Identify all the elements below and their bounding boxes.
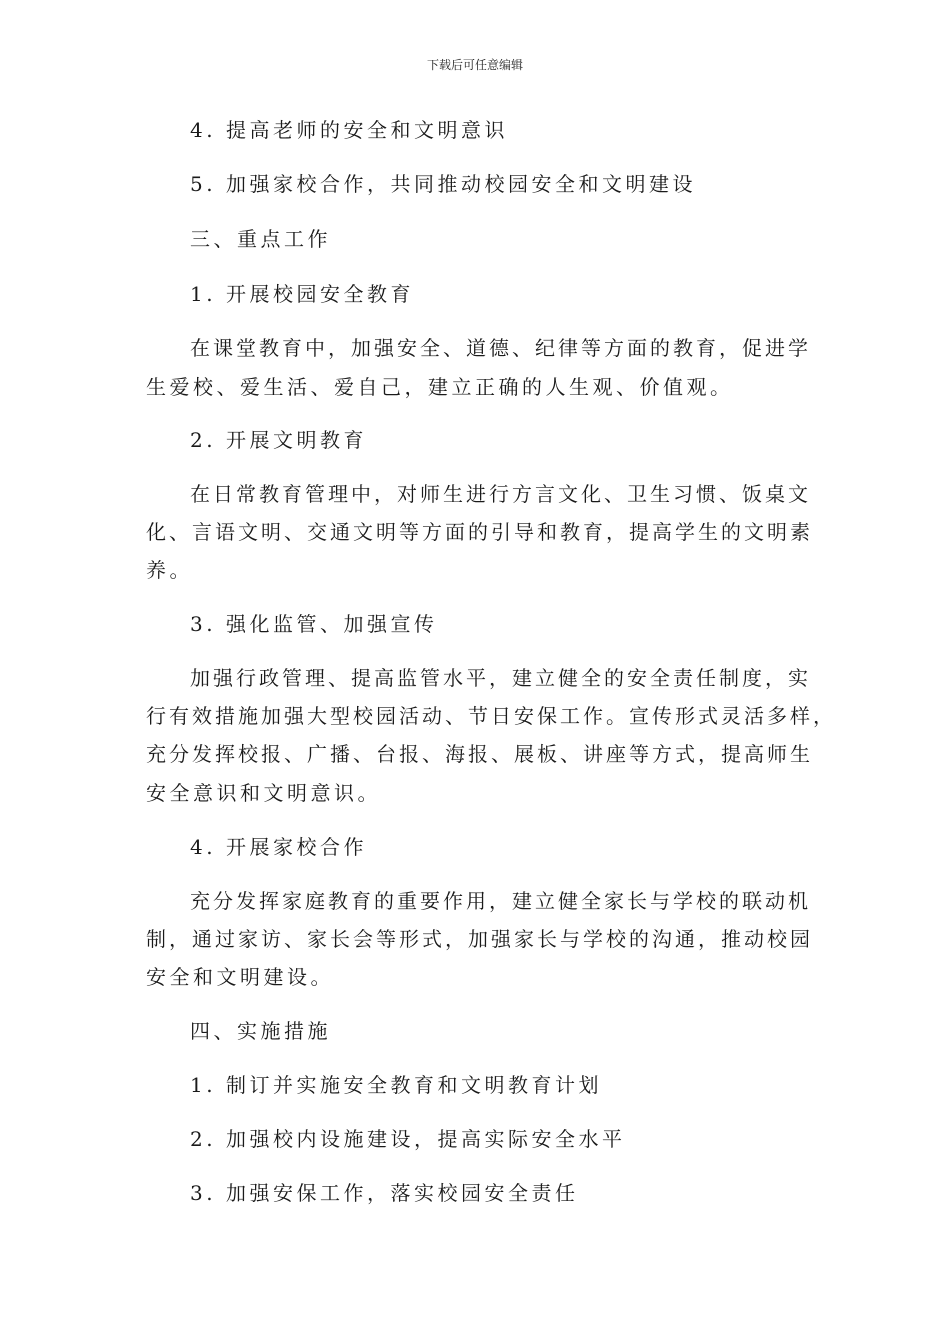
work-3-paragraph-line: 安全意识和文明意识。	[146, 781, 381, 805]
work-2-paragraph-line: 在日常教育管理中，对师生进行方言文化、卫生习惯、饭桌文	[190, 482, 811, 506]
work-4-paragraph-line: 充分发挥家庭教育的重要作用，建立健全家长与学校的联动机	[190, 889, 811, 913]
work-1-heading: 1. 开展校园安全教育	[190, 282, 414, 306]
work-1-paragraph-line: 在课堂教育中，加强安全、道德、纪律等方面的教育，促进学	[190, 336, 811, 360]
work-3-paragraph-line: 行有效措施加强大型校园活动、节日安保工作。宣传形式灵活多样，	[146, 704, 836, 728]
measure-item-2: 2. 加强校内设施建设，提高实际安全水平	[190, 1127, 626, 1151]
work-3-paragraph-line: 充分发挥校报、广播、台报、海报、展板、讲座等方式，提高师生	[146, 742, 813, 766]
measure-item-1: 1. 制订并实施安全教育和文明教育计划	[190, 1073, 602, 1097]
work-2-paragraph-line: 化、言语文明、交通文明等方面的引导和教育，提高学生的文明素	[146, 520, 813, 544]
work-2-paragraph-line: 养。	[146, 558, 193, 582]
goal-item-4: 4. 提高老师的安全和文明意识	[190, 118, 508, 142]
work-3-heading: 3. 强化监管、加强宣传	[190, 612, 438, 636]
work-4-paragraph-line: 安全和文明建设。	[146, 965, 334, 989]
section-4-heading: 四、实施措施	[190, 1019, 331, 1043]
page-header: 下载后可任意编辑	[426, 58, 523, 72]
work-3-paragraph-line: 加强行政管理、提高监管水平，建立健全的安全责任制度，实	[190, 666, 811, 690]
work-4-paragraph-line: 制，通过家访、家长会等形式，加强家长与学校的沟通，推动校园	[146, 927, 813, 951]
measure-item-3: 3. 加强安保工作，落实校园安全责任	[190, 1181, 579, 1205]
goal-item-5: 5. 加强家校合作，共同推动校园安全和文明建设	[190, 172, 696, 196]
work-1-paragraph-line: 生爱校、爱生活、爱自己，建立正确的人生观、价值观。	[146, 375, 734, 399]
work-2-heading: 2. 开展文明教育	[190, 428, 367, 452]
section-3-heading: 三、重点工作	[190, 227, 331, 251]
work-4-heading: 4. 开展家校合作	[190, 835, 367, 859]
